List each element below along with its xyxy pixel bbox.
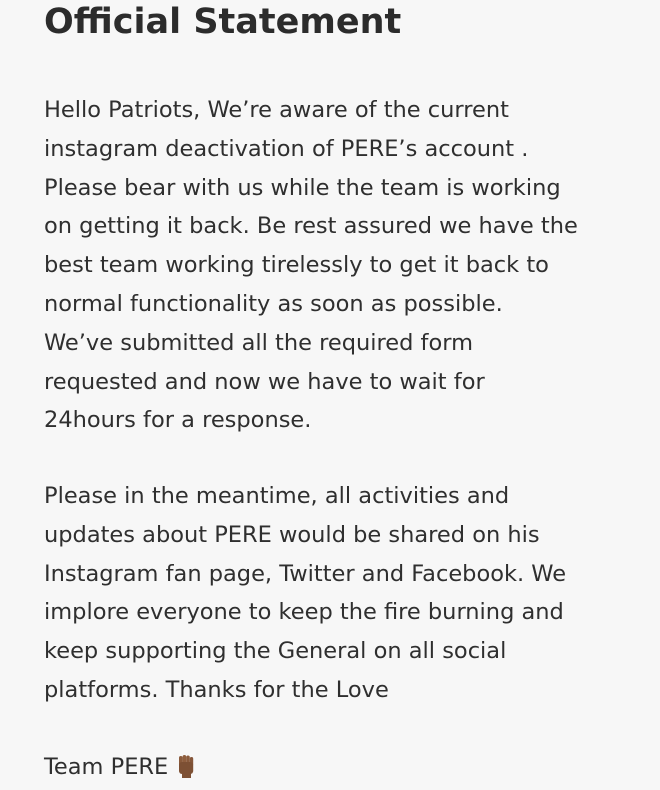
paragraph-line: Please bear with us while the team is working xyxy=(44,174,561,201)
paragraph-line: keep supporting the General on all social xyxy=(44,638,507,665)
paragraph-line: Instagram fan page, Twitter and Facebook. We xyxy=(44,560,567,587)
statement-paragraph-2 xyxy=(44,477,654,710)
paragraph-line: Hello Patriots, We’re aware of the current xyxy=(44,97,509,123)
paragraph-line: Please in the meantime, all activities and xyxy=(44,483,510,509)
paragraph-line: 24hours for a response. xyxy=(44,407,312,434)
paragraph-line: instagram deactivation of PERE’s account . xyxy=(44,135,529,162)
signature-text: Team PERE xyxy=(44,754,169,780)
paragraph-line: platforms. Thanks for the Love xyxy=(44,676,389,703)
page-title: Official Statement xyxy=(44,2,402,42)
paragraph-line: We’ve submitted all the required form xyxy=(44,329,473,356)
paragraph-line: implore everyone to keep the fire burning and xyxy=(44,599,564,626)
paragraph-line: requested and now we have to wait for xyxy=(44,368,485,395)
paragraph-line: updates about PERE would be shared on his xyxy=(44,521,540,548)
statement-paragraph-1 xyxy=(44,91,654,440)
signature xyxy=(44,748,198,786)
raised-fist-icon xyxy=(174,752,198,776)
paragraph-line: best team working tirelessly to get it back to xyxy=(44,252,549,279)
paragraph-line: on getting it back. Be rest assured we have the xyxy=(44,213,578,240)
paragraph-line: normal functionality as soon as possible. xyxy=(44,290,503,317)
